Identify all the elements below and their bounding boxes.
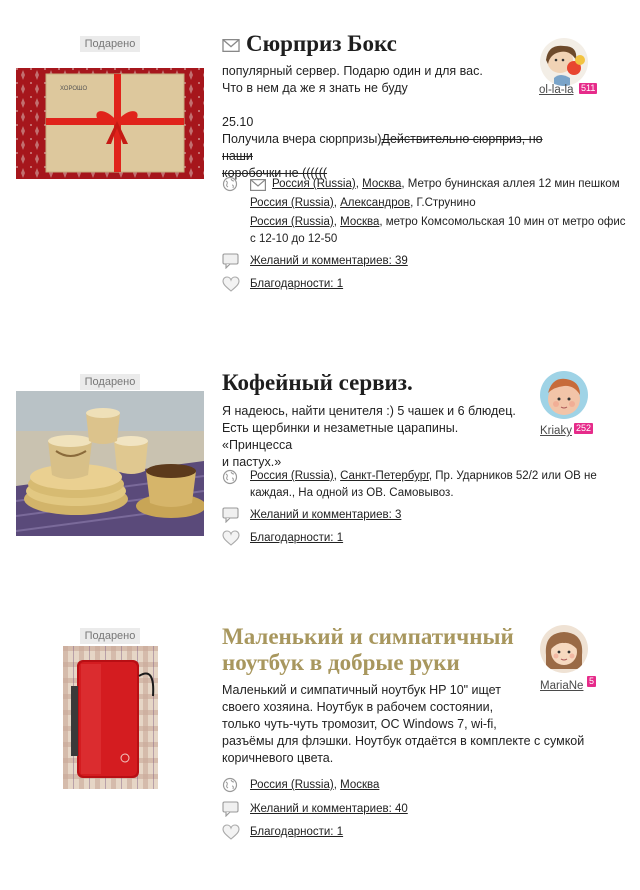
thanks-link[interactable]: Благодарности: 1 [250, 278, 344, 290]
description-line: и пастух.» [222, 455, 282, 469]
location-detail: каждая., На одной из ОВ. Самовывоз. [250, 487, 454, 499]
status-badge: Подарено [80, 374, 140, 390]
location-detail: , метро Комсомольская 10 мин от метро офис [379, 216, 626, 228]
comments-link[interactable]: Желаний и комментариев: 40 [250, 803, 408, 815]
description-line: коричневого цвета. [222, 751, 334, 765]
item-title[interactable]: Кофейный сервиз. [222, 370, 413, 395]
description-line: популярный сервер. Подарю один и для вас. [222, 64, 483, 78]
location-line: Россия (Russia), Москва, Метро бунинская аллея 12 мин пешком [272, 178, 620, 190]
location-detail: , Пр. Ударников 52/2 или ОВ не [428, 470, 597, 482]
description-line: Я надеюсь, найти ценителя :) 5 чашек и 6 блюдец. [222, 404, 516, 418]
description-line [222, 131, 552, 165]
city-link[interactable]: Москва [340, 779, 380, 791]
location-line: Россия (Russia), Москва, метро Комсомольская 10 мин от метро офис с 12-10 до 12-50 [250, 216, 626, 245]
location-line: Россия (Russia), Москва [250, 779, 380, 791]
item-title-line: Маленький и симпатичный [222, 624, 514, 649]
description-line: Что в нем да же я знать не буду [222, 81, 408, 95]
city-link[interactable]: Москва [340, 216, 380, 228]
envelope-icon [222, 39, 240, 52]
thanks-link[interactable]: Благодарности: 1 [250, 532, 344, 544]
country-link[interactable]: Россия (Russia) [250, 779, 334, 791]
svg-text:ХОРОШО: ХОРОШО [60, 86, 88, 92]
comment-icon [222, 507, 240, 523]
strikethrough-text: Действительно сюрприз, но наши [222, 132, 543, 163]
item-description [222, 682, 592, 767]
country-link[interactable]: Россия (Russia) [250, 197, 334, 209]
description-line: своего хозяина. Ноутбук в рабочем состоянии, [222, 700, 494, 714]
globe-icon [222, 469, 238, 485]
globe-icon [222, 777, 238, 793]
comment-icon [222, 253, 240, 269]
country-link[interactable]: Россия (Russia) [250, 216, 334, 228]
user-rating-badge: 5 [589, 676, 595, 686]
username-link[interactable]: Kriaky [540, 425, 572, 437]
description-line: Маленький и симпатичный ноутбук HP 10" ищет [222, 683, 501, 697]
location-line: Россия (Russia), Александров, Г.Струнино [250, 197, 476, 209]
heart-icon [222, 276, 240, 292]
location-detail: , Г.Струнино [410, 197, 476, 209]
heart-icon [222, 530, 240, 546]
avatar[interactable] [540, 371, 588, 419]
city-link[interactable]: Москва [362, 178, 402, 190]
envelope-icon [250, 179, 266, 191]
city-link[interactable]: Санкт-Петербург [340, 470, 429, 482]
item-photo[interactable] [16, 391, 204, 536]
username-link[interactable]: MariaNe [540, 680, 584, 692]
description-line: Есть щербинки и незаметные царапины. «Принцесса [222, 421, 459, 452]
user-rating-badge: 252 [576, 423, 592, 433]
description-line: только чуть-чуть тромозит, ОС Windows 7, wi-fi, [222, 717, 497, 731]
strikethrough-text: коробочки не (((((( [222, 166, 328, 180]
item-title-text: Сюрприз Бокс [246, 31, 397, 56]
status-badge: Подарено [80, 36, 140, 52]
description-line: разъёмы для флэшки. Ноутбук отдаётся в комплекте с сумкой [222, 734, 585, 748]
user-rating-badge: 511 [581, 83, 596, 93]
avatar[interactable] [540, 38, 588, 86]
item-photo[interactable] [63, 646, 158, 789]
item-description [222, 403, 522, 471]
comments-link[interactable]: Желаний и комментариев: 39 [250, 255, 408, 267]
location-line: Россия (Russia), Санкт-Петербург, Пр. Ударников 52/2 или ОВ не каждая., На одной из ОВ. Самовывоз. [250, 470, 597, 499]
location-detail: , Метро бунинская аллея 12 мин пешком [401, 178, 620, 190]
heart-icon [222, 824, 240, 840]
country-link[interactable]: Россия (Russia) [250, 470, 334, 482]
thanks-link[interactable]: Благодарности: 1 [250, 826, 344, 838]
item-title-line: ноутбук в добрые руки [222, 650, 460, 675]
username-link[interactable]: ol-la-la [539, 84, 574, 96]
item-title[interactable] [222, 31, 397, 57]
comment-icon [222, 801, 240, 817]
status-badge: Подарено [80, 628, 140, 644]
globe-icon [222, 176, 238, 192]
item-description [222, 63, 552, 182]
city-link[interactable]: Александров [340, 197, 411, 209]
description-text: Получила вчера сюрпризы) [222, 132, 382, 146]
country-link[interactable]: Россия (Russia) [272, 178, 356, 190]
item-title[interactable] [222, 624, 514, 676]
avatar[interactable] [540, 625, 588, 673]
description-date: 25.10 [222, 115, 254, 129]
location-detail: с 12-10 до 12-50 [250, 233, 338, 245]
item-photo[interactable] [16, 68, 204, 179]
comments-link[interactable]: Желаний и комментариев: 3 [250, 509, 402, 521]
